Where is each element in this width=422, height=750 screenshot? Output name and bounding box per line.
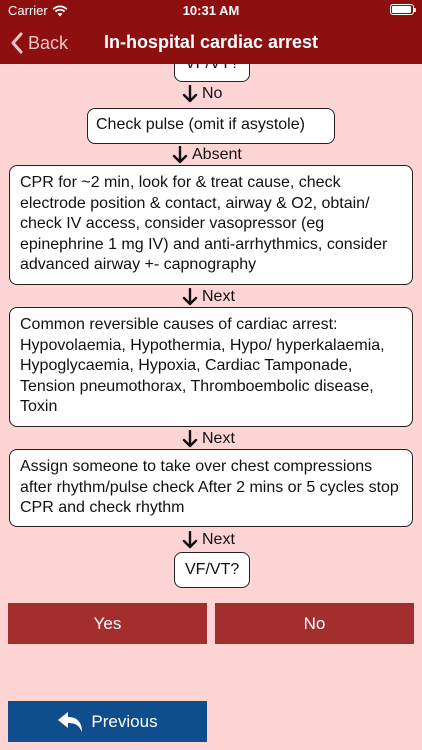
flow-box-text: CPR for ~2 min, look for & treat cause, check electrode position & contact, airway & O2, obtain/ check IV access, consider vasopressor (eg epinephrine 1 mg IV) and anti-arrhythmics, consider advanced airway +- capnography [20, 174, 388, 273]
flow-box-reversible-causes [9, 307, 413, 427]
flow-box-assign-compressions [9, 449, 413, 527]
previous-button[interactable] [8, 701, 207, 742]
flow-box-check-pulse [87, 108, 335, 144]
status-time: 10:31 AM [182, 3, 240, 18]
arrow-down-icon [172, 146, 188, 164]
flow-arrow-next-2 [182, 430, 235, 448]
undo-arrow-icon [57, 711, 83, 733]
flow-box-text: Check pulse (omit if asystole) [96, 116, 305, 133]
flow-arrow-next-3 [182, 531, 235, 549]
flow-arrow-next-1 [182, 288, 235, 306]
navigation-bar [0, 22, 422, 64]
flow-arrow-label: Next [202, 531, 235, 548]
flow-box-text: Common reversible causes of cardiac arrest: Hypovolaemia, Hypothermia, Hypo/ hyperkalaemia, Hypoglycaemia, Hypoxia, Cardiac Tamponade, Tension pneumothorax, Thromboembolic disease, Toxin [20, 316, 385, 415]
previous-button-label: Previous [91, 711, 158, 731]
battery-icon [390, 4, 414, 15]
flow-box-cpr [9, 165, 413, 285]
status-bar [0, 0, 422, 20]
arrow-down-icon [182, 430, 198, 448]
flow-arrow-absent [172, 146, 242, 164]
arrow-down-icon [182, 85, 198, 103]
header-bar [0, 0, 422, 64]
arrow-down-icon [182, 531, 198, 549]
no-button[interactable] [215, 603, 414, 644]
carrier-label: Carrier [8, 3, 48, 18]
flow-box-text: Assign someone to take over chest compressions after rhythm/pulse check After 2 mins or 5 cycles stop CPR and check rhythm [20, 458, 399, 516]
yes-button-label: Yes [93, 613, 122, 633]
no-button-label: No [303, 613, 326, 633]
back-label: Back [28, 32, 69, 53]
yes-button[interactable] [8, 603, 207, 644]
flow-box-vfvt-question [174, 552, 250, 588]
page-title: In-hospital cardiac arrest [103, 32, 319, 52]
flow-box-text: VF/VT? [185, 561, 240, 578]
flow-arrow-no [182, 85, 222, 103]
flow-arrow-label: Next [202, 430, 235, 447]
flow-arrow-label: Next [202, 288, 235, 305]
flow-arrow-label: No [202, 85, 223, 102]
flow-arrow-label: Absent [192, 146, 242, 163]
arrow-down-icon [182, 288, 198, 306]
